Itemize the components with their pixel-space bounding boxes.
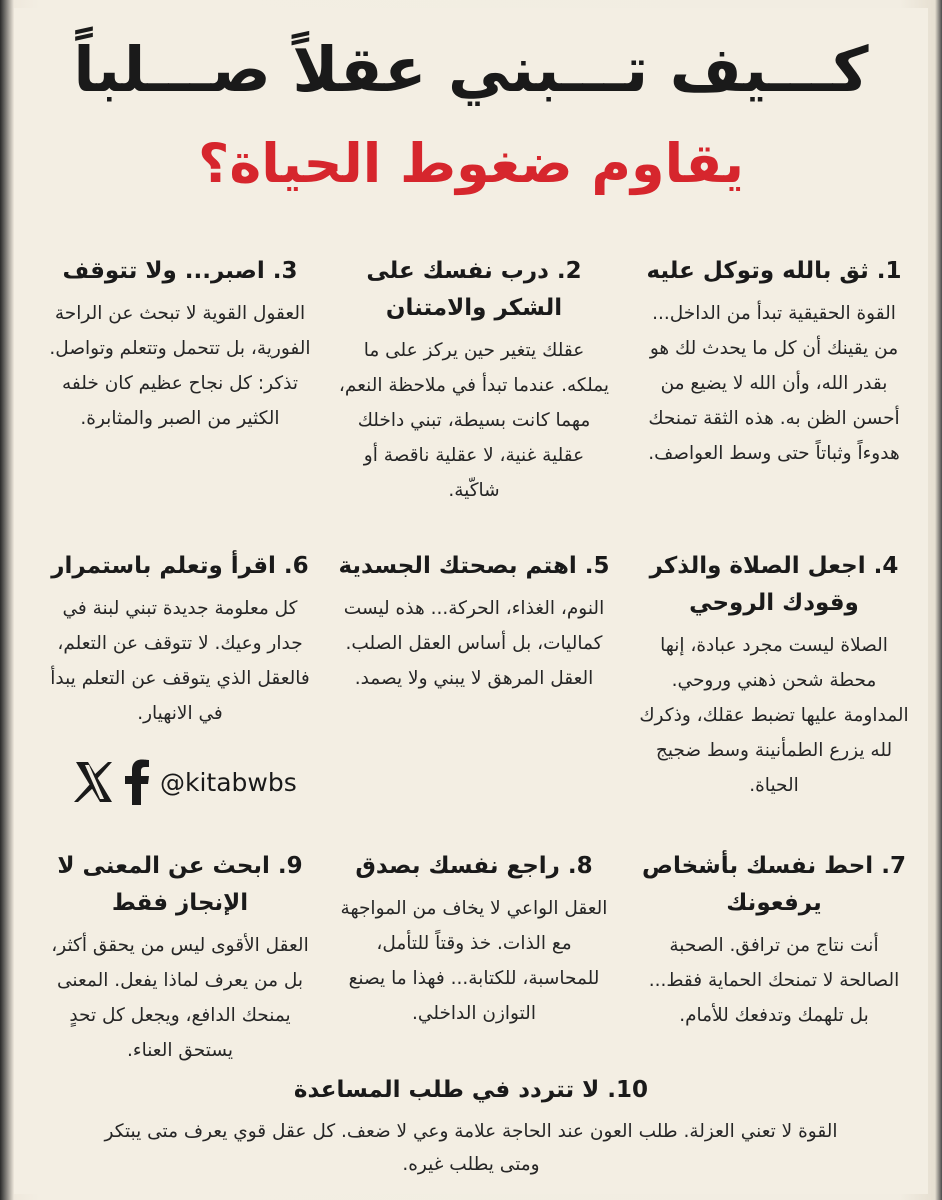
tip-card-5 bbox=[338, 548, 610, 696]
tip-card-3 bbox=[44, 253, 316, 436]
tip-card-4 bbox=[638, 548, 910, 803]
tip-heading: 3. اصبر... ولا تتوقف bbox=[62, 258, 298, 284]
tip-card-8 bbox=[338, 848, 610, 1031]
facebook-icon bbox=[124, 759, 150, 805]
tip-body: العقل الأقوى ليس من يحقق أكثر، بل من يعرف لماذا يفعل. المعنى يمنحك الدافع، ويجعل كل تحدٍ يستحق العناء. bbox=[51, 935, 309, 1061]
social-handle-block bbox=[74, 755, 314, 809]
tip-body: النوم، الغذاء، الحركة... هذه ليست كماليات، بل أساس العقل الصلب. العقل المرهق لا يبني ولا يصمد. bbox=[343, 598, 605, 689]
tip-heading: 4. اجعل الصلاة والذكر وقودك الروحي bbox=[649, 553, 899, 616]
poster-page bbox=[14, 8, 928, 1194]
social-handle: @kitabwbs bbox=[160, 767, 297, 797]
tip-heading: 8. راجع نفسك بصدق bbox=[355, 853, 593, 879]
tip-card-10 bbox=[84, 1073, 858, 1181]
tip-body: عقلك يتغير حين يركز على ما يملكه. عندما تبدأ في ملاحظة النعم، مهما كانت بسيطة، تبني داخلك عقلية غنية، لا عقلية ناقصة أو شاكّية. bbox=[338, 340, 610, 501]
tip-card-1 bbox=[638, 253, 910, 471]
tip-body: القوة لا تعني العزلة. طلب العون عند الحاجة علامة وعي لا ضعف. كل عقل قوي يعرف متى يبتكر ومتى يطلب غيره. bbox=[104, 1121, 838, 1175]
tip-heading: 6. اقرأ وتعلم باستمرار bbox=[51, 553, 309, 579]
tip-body: كل معلومة جديدة تبني لبنة في جدار وعيك. لا تتوقف عن التعلم، فالعقل الذي يتوقف عن التعلم يبدأ في الانهيار. bbox=[50, 598, 310, 724]
tip-heading: 1. ثق بالله وتوكل عليه bbox=[646, 258, 902, 284]
tip-card-2 bbox=[338, 253, 610, 508]
tip-card-9 bbox=[44, 848, 316, 1068]
tip-heading: 10. لا تتردد في طلب المساعدة bbox=[293, 1077, 649, 1103]
tip-body: الصلاة ليست مجرد عبادة، إنها محطة شحن ذهني وروحي. المداومة عليها تضبط عقلك، وذكرك لله يزرع الطمأنينة وسط ضجيج الحياة. bbox=[639, 635, 909, 796]
tip-card-6 bbox=[44, 548, 316, 731]
tip-card-7 bbox=[638, 848, 910, 1033]
tip-heading: 9. ابحث عن المعنى لا الإنجاز فقط bbox=[57, 853, 303, 916]
tip-heading: 2. درب نفسك على الشكر والامتنان bbox=[366, 258, 582, 321]
tip-body: العقل الواعي لا يخاف من المواجهة مع الذات. خذ وقتاً للتأمل، للمحاسبة، للكتابة... فهذا ما يصنع التوازن الداخلي. bbox=[340, 898, 608, 1024]
poster-subtitle: يقاوم ضغوط الحياة؟ bbox=[198, 132, 744, 195]
tip-body: العقول القوية لا تبحث عن الراحة الفورية، بل تتحمل وتتعلم وتواصل. تذكر: كل نجاح عظيم كان خلفه الكثير من الصبر والمثابرة. bbox=[49, 303, 311, 429]
x-icon bbox=[74, 760, 114, 804]
poster-title: كـــيف تـــبني عقلاً صـــلباً bbox=[73, 33, 869, 106]
tip-heading: 7. احط نفسك بأشخاص يرفعونك bbox=[642, 853, 906, 916]
tip-heading: 5. اهتم بصحتك الجسدية bbox=[338, 553, 610, 579]
tip-body: أنت نتاج من ترافق. الصحبة الصالحة لا تمنحك الحماية فقط... بل تلهمك وتدفعك للأمام. bbox=[648, 935, 900, 1026]
tip-body: القوة الحقيقية تبدأ من الداخل... من يقينك أن كل ما يحدث لك هو بقدر الله، وأن الله لا يضيع من أحسن الظن به. هذه الثقة تمنحك هدوءاً وثباتاً حتى وسط العواصف. bbox=[648, 303, 900, 464]
